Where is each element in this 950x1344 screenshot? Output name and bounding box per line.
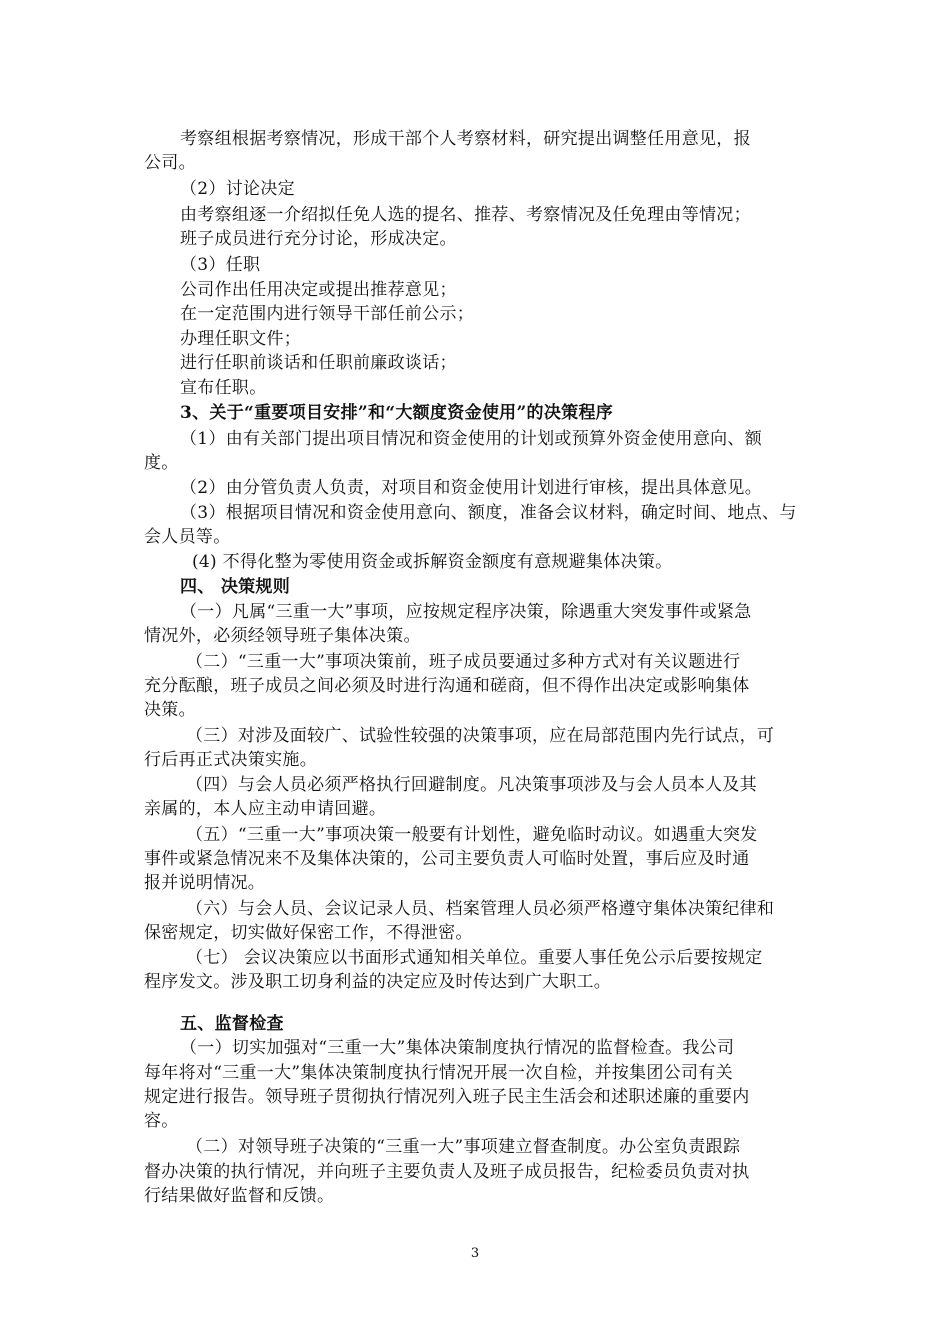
paragraph-line: 宣布任职。 [180,378,267,398]
paragraph-line: 程序发文。涉及职工切身利益的决定应及时传达到广大职工。 [144,972,612,992]
paragraph-line: 充分酝酿，班子成员之间必须及时进行沟通和磋商，但不得作出决定或影响集体 [144,676,750,696]
paragraph-line: 容。 [144,1111,179,1131]
paragraph-line: 决策。 [144,700,196,720]
paragraph-line: 公司作出任用决定或提出推荐意见； [180,280,457,300]
paragraph-line: 度。 [144,453,179,473]
paragraph-line: 由考察组逐一介绍拟任免人选的提名、推荐、考察情况及任免理由等情况； [180,205,751,225]
paragraph-line: 考察组根据考察情况，形成干部个人考察材料，研究提出调整任用意见，报 [180,129,751,149]
paragraph-line: （七） 会议决策应以书面形式通知相关单位。重要人事任免公示后要按规定 [186,948,763,968]
paragraph-line: 在一定范围内进行领导干部任前公示； [180,304,475,324]
sub-heading: （3）任职 [180,255,261,275]
paragraph-line: 保密规定，切实做好保密工作，不得泄密。 [144,923,473,943]
section-heading: 3、关于“重要项目安排”和“大额度资金使用”的决策程序 [180,403,614,423]
paragraph-line: 行结果做好监督和反馈。 [144,1186,335,1206]
paragraph-line: 规定进行报告。领导班子贯彻执行情况列入班子民主生活会和述职述廉的重要内 [144,1087,750,1107]
paragraph-line: （3）根据项目情况和资金使用意向、额度，准备会议材料，确定时间、地点、与 [180,503,797,523]
paragraph-line: 公司。 [144,153,196,173]
paragraph-line: （一）凡属“三重一大”事项，应按规定程序决策，除遇重大突发事件或紧急 [180,602,752,622]
paragraph-line: 情况外，必须经领导班子集体决策。 [144,626,421,646]
paragraph-line: （一）切实加强对“三重一大”集体决策制度执行情况的监督检查。我公司 [180,1038,735,1058]
paragraph-line: 事件或紧急情况来不及集体决策的，公司主要负责人可临时处置，事后应及时通 [144,849,750,869]
page-number: 3 [470,1246,480,1261]
paragraph-line: (4) 不得化整为零使用资金或拆解资金额度有意规避集体决策。 [192,552,673,572]
paragraph-line: 办理任职文件； [180,329,302,349]
paragraph-line: 进行任职前谈话和任职前廉政谈话； [180,353,457,373]
paragraph-line: 每年将对“三重一大”集体决策制度执行情况开展一次自检，并按集团公司有关 [144,1063,733,1083]
paragraph-line: （四）与会人员必须严格执行回避制度。凡决策事项涉及与会人员本人及其 [186,775,757,795]
paragraph-line: 行后再正式决策实施。 [144,750,317,770]
paragraph-line: 亲属的，本人应主动申请回避。 [144,799,387,819]
paragraph-line: 报并说明情况。 [144,873,266,893]
paragraph-line: （二）对领导班子决策的“三重一大”事项建立督查制度。办公室负责跟踪 [186,1137,741,1157]
paragraph-line: （三）对涉及面较广、试验性较强的决策事项，应在局部范围内先行试点，可 [186,726,775,746]
paragraph-line: （1）由有关部门提出项目情况和资金使用的计划或预算外资金使用意向、额 [180,429,763,449]
section-heading: 四、 决策规则 [180,577,291,597]
paragraph-line: （五）“三重一大”事项决策一般要有计划性，避免临时动议。如遇重大突发 [186,825,758,845]
paragraph-line: （二）“三重一大”事项决策前，班子成员要通过多种方式对有关议题进行 [186,652,741,672]
paragraph-line: 班子成员进行充分讨论，形成决定。 [180,229,457,249]
paragraph-line: 会人员等。 [144,527,231,547]
paragraph-line: 督办决策的执行情况，并向班子主要负责人及班子成员报告，纪检委员负责对执 [144,1162,750,1182]
section-heading: 五、监督检查 [180,1014,284,1034]
sub-heading: （2）讨论决定 [180,179,295,199]
paragraph-line: （六）与会人员、会议记录人员、档案管理人员必须严格遵守集体决策纪律和 [186,899,775,919]
paragraph-line: （2）由分管负责人负责，对项目和资金使用计划进行审核，提出具体意见。 [180,478,763,498]
